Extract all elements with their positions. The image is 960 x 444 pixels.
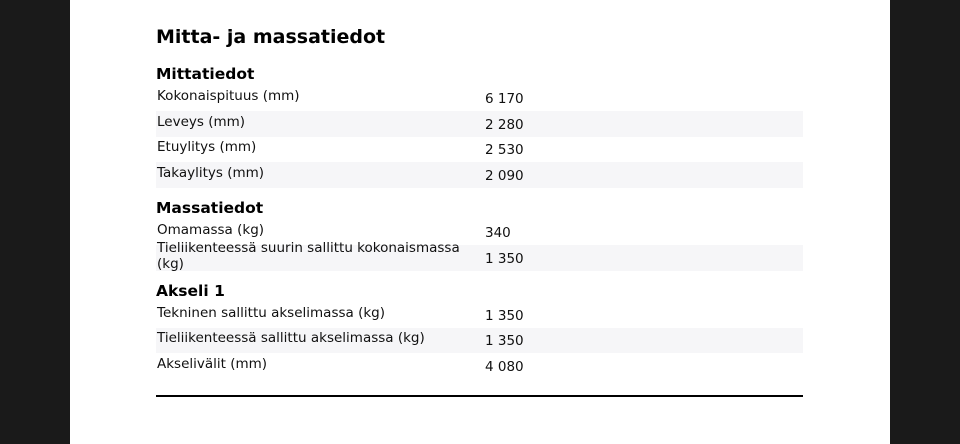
row-label: Akselivälit (mm) [157, 356, 268, 373]
row-label: Kokonaispituus (mm) [157, 87, 300, 104]
section-massatiedot [156, 197, 803, 271]
row-value: 1 350 [485, 333, 524, 350]
table-row [156, 85, 803, 111]
section-mittatiedot [156, 63, 803, 188]
row-value: 4 080 [485, 359, 524, 376]
row-value: 340 [485, 225, 511, 242]
section-akseli-1 [156, 280, 803, 379]
table-row [156, 111, 803, 137]
row-label: Tieliikenteessä sallittu akselimassa (kg) [157, 330, 425, 347]
row-label: Tekninen sallittu akselimassa (kg) [157, 304, 385, 321]
row-label: Tieliikenteessä suurin sallittu kokonaismassa (kg) [157, 239, 460, 272]
table-row [156, 137, 803, 163]
document-page [70, 0, 890, 444]
bottom-divider [156, 395, 803, 397]
row-label: Omamassa (kg) [157, 222, 265, 239]
section-heading: Mittatiedot [156, 65, 255, 83]
section-heading: Massatiedot [156, 199, 264, 218]
table-row [156, 239, 803, 272]
row-value: 1 350 [485, 307, 524, 324]
page-title: Mitta- ja massatiedot [156, 26, 386, 48]
row-value: 2 280 [485, 116, 524, 133]
row-label: Takaylitys (mm) [157, 165, 265, 182]
document-content [156, 25, 803, 397]
row-value: 2 090 [485, 168, 524, 185]
table-row [156, 302, 803, 328]
table-row [156, 162, 803, 188]
row-label: Etuylitys (mm) [157, 139, 257, 156]
row-value: 1 350 [485, 250, 524, 267]
table-row [156, 353, 803, 379]
section-heading: Akseli 1 [156, 281, 225, 300]
row-value: 2 530 [485, 142, 524, 159]
table-row [156, 328, 803, 354]
row-value: 6 170 [485, 90, 524, 107]
row-label: Leveys (mm) [157, 113, 246, 130]
